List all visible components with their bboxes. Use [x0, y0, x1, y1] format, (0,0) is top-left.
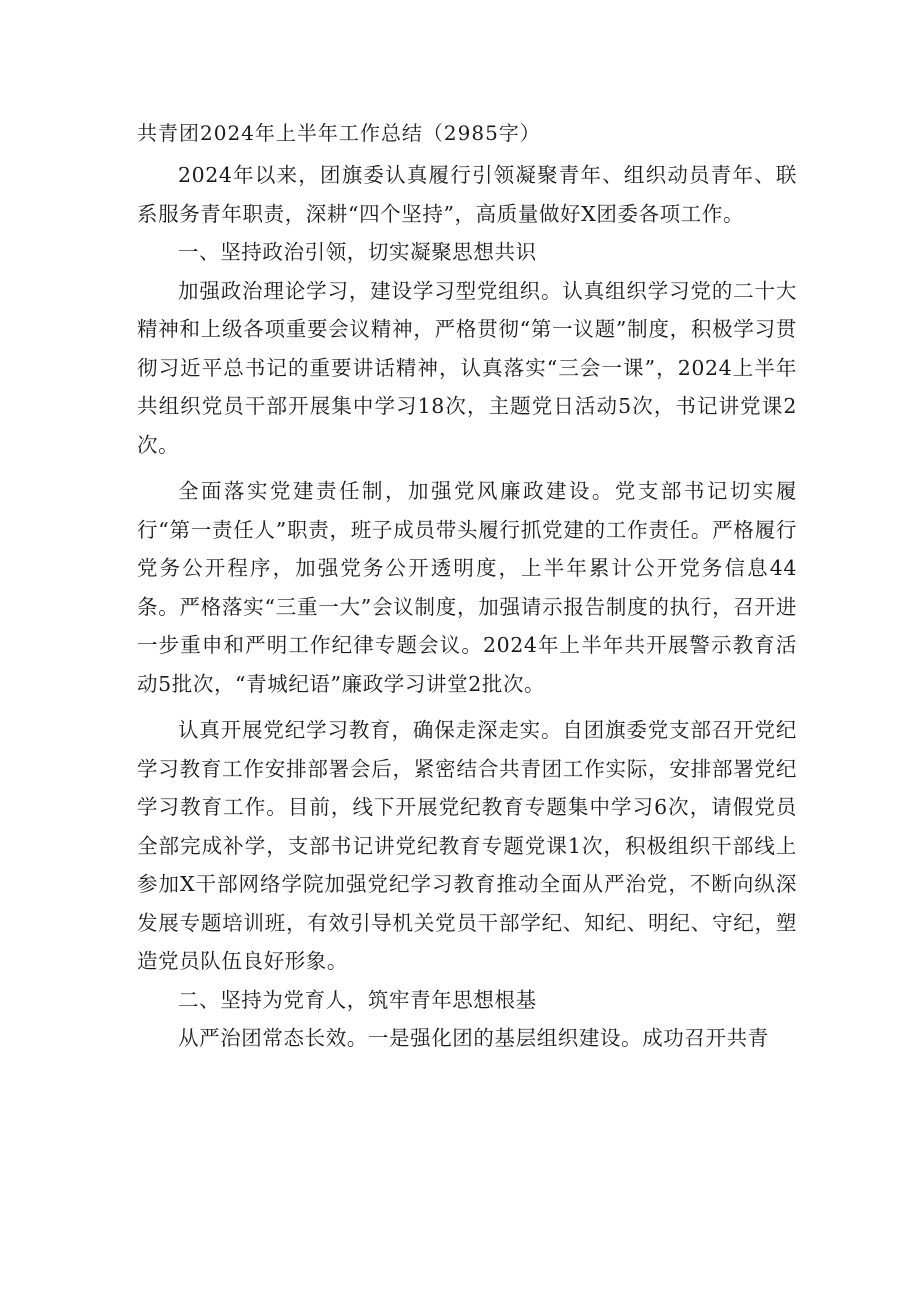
document-page	[137, 118, 797, 1058]
paragraph-party-building: 全面落实党建责任制，加强党风廉政建设。党支部书记切实履行“第一责任人”职责，班子成员带头履行抓党建的工作责任。严格履行党务公开程序，加强党务公开透明度，上半年累计公开党务信息44条。严格落实“三重一大”会议制度，加强请示报告制度的执行，召开进一步重申和严明工作纪律专题会议。2024年上半年共开展警示教育活动5批次，“青城纪语”廉政学习讲堂2批次。	[137, 479, 797, 696]
paragraph-gap	[137, 703, 797, 711]
section-heading-2: 二、坚持为党育人，筑牢青年思想根基	[178, 987, 537, 1012]
section-heading-1: 一、坚持政治引领，切实凝聚思想共识	[178, 240, 537, 264]
paragraph-discipline-education: 认真开展党纪学习教育，确保走深走实。自团旗委党支部召开党纪学习教育工作安排部署会后，紧密结合共青团工作实际，安排部署党纪学习教育工作。目前，线下开展党纪教育专题集中学习6次，请假党员全部完成补学，支部书记讲党纪教育专题党课1次，积极组织干部线上参加X干部网络学院加强党纪学习教育推动全面从严治党，不断向纵深发展专题培训班，有效引导机关党员干部学纪、知纪、明纪、守纪，塑造党员队伍良好形象。	[137, 718, 797, 973]
paragraph-strict-governance: 从严治团常态长效。一是强化团的基层组织建设。成功召开共青	[178, 1026, 769, 1050]
document-title: 共青团2024年上半年工作总结（2985字）	[137, 121, 541, 145]
paragraph-gap	[137, 464, 797, 472]
paragraph-political-study: 加强政治理论学习，建设学习型党组织。认真组织学习党的二十大精神和上级各项重要会议精神，严格贯彻“第一议题”制度，积极学习贯彻习近平总书记的重要讲话精神，认真落实“三会一课”，2024上半年共组织党员干部开展集中学习18次，主题党日活动5次，书记讲党课2次。	[137, 278, 797, 457]
intro-paragraph: 2024年以来，团旗委认真履行引领凝聚青年、组织动员青年、联系服务青年职责，深耕“四个坚持”，高质量做好X团委各项工作。	[137, 163, 797, 226]
